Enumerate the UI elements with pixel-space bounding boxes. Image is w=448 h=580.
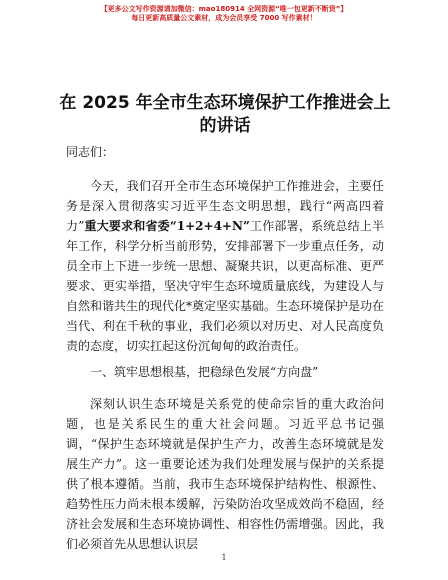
salutation: 同志们： — [66, 145, 115, 159]
paragraph-1-part-a: 今天，我们召开全市生态环境保护工作推进会，主要任务是深入贯彻落实习近平生态文明思想，践行“两高四着力” — [66, 179, 384, 233]
document-title: 在 2025 年全市生态环境保护工作推进会上的讲话 — [59, 93, 391, 136]
promo-banner — [0, 5, 448, 23]
paragraph-1 — [66, 176, 384, 356]
promo-banner-line-2: 每日更新高质量公文素材，成为会员享受 7000 写作素材！ — [131, 14, 317, 22]
paragraph-2: 深刻认识生态环境是关系党的使命宗旨的重大政治问题，也是关系民生的重大社会问题。习近平总书记强调，“保护生态环境就是保护生产力，改善生态环境就是发展生产力”。这一重要论述为我们处理发展与保护的关系提供了根本遵循。当前，我市生态环境保护结构性、根源性、趋势性压力尚未根本缓解，污染防治攻坚成效尚不稳固，经济社会发展和生态环境协调性、相容性仍需增强。因此，我们必须首先从思想认识层 — [66, 397, 384, 551]
page-number: 1 — [221, 553, 227, 562]
section-heading-1: 一、筑牢思想根基，把稳绿色发展“方向盘” — [90, 365, 319, 379]
paragraph-1-part-b: 工作部署，系统总结上半年工作，科学分析当前形势，安排部署下一步重点任务，动员全市上下进一步统一思想、凝聚共识，以更高标准、更严要求、更实举措，坚决守牢生态环境质量底线，为建设人与自然和谐共生的现代化*奠定坚实基础。生态环境保护是功在当代、利在千秋的事业，我们必须以对历史、对人民高度负责的态度，切实扛起这份沉甸甸的政治责任。 — [66, 219, 385, 353]
paragraph-1-bold-phrase: 重大要求和省委“1+2+4+N” — [84, 219, 250, 233]
promo-banner-line-1: 【更多公文写作资源请加微信：mao180914 全网资源“唯一包更新不断货”】 — [100, 5, 348, 13]
document-body — [66, 142, 384, 554]
